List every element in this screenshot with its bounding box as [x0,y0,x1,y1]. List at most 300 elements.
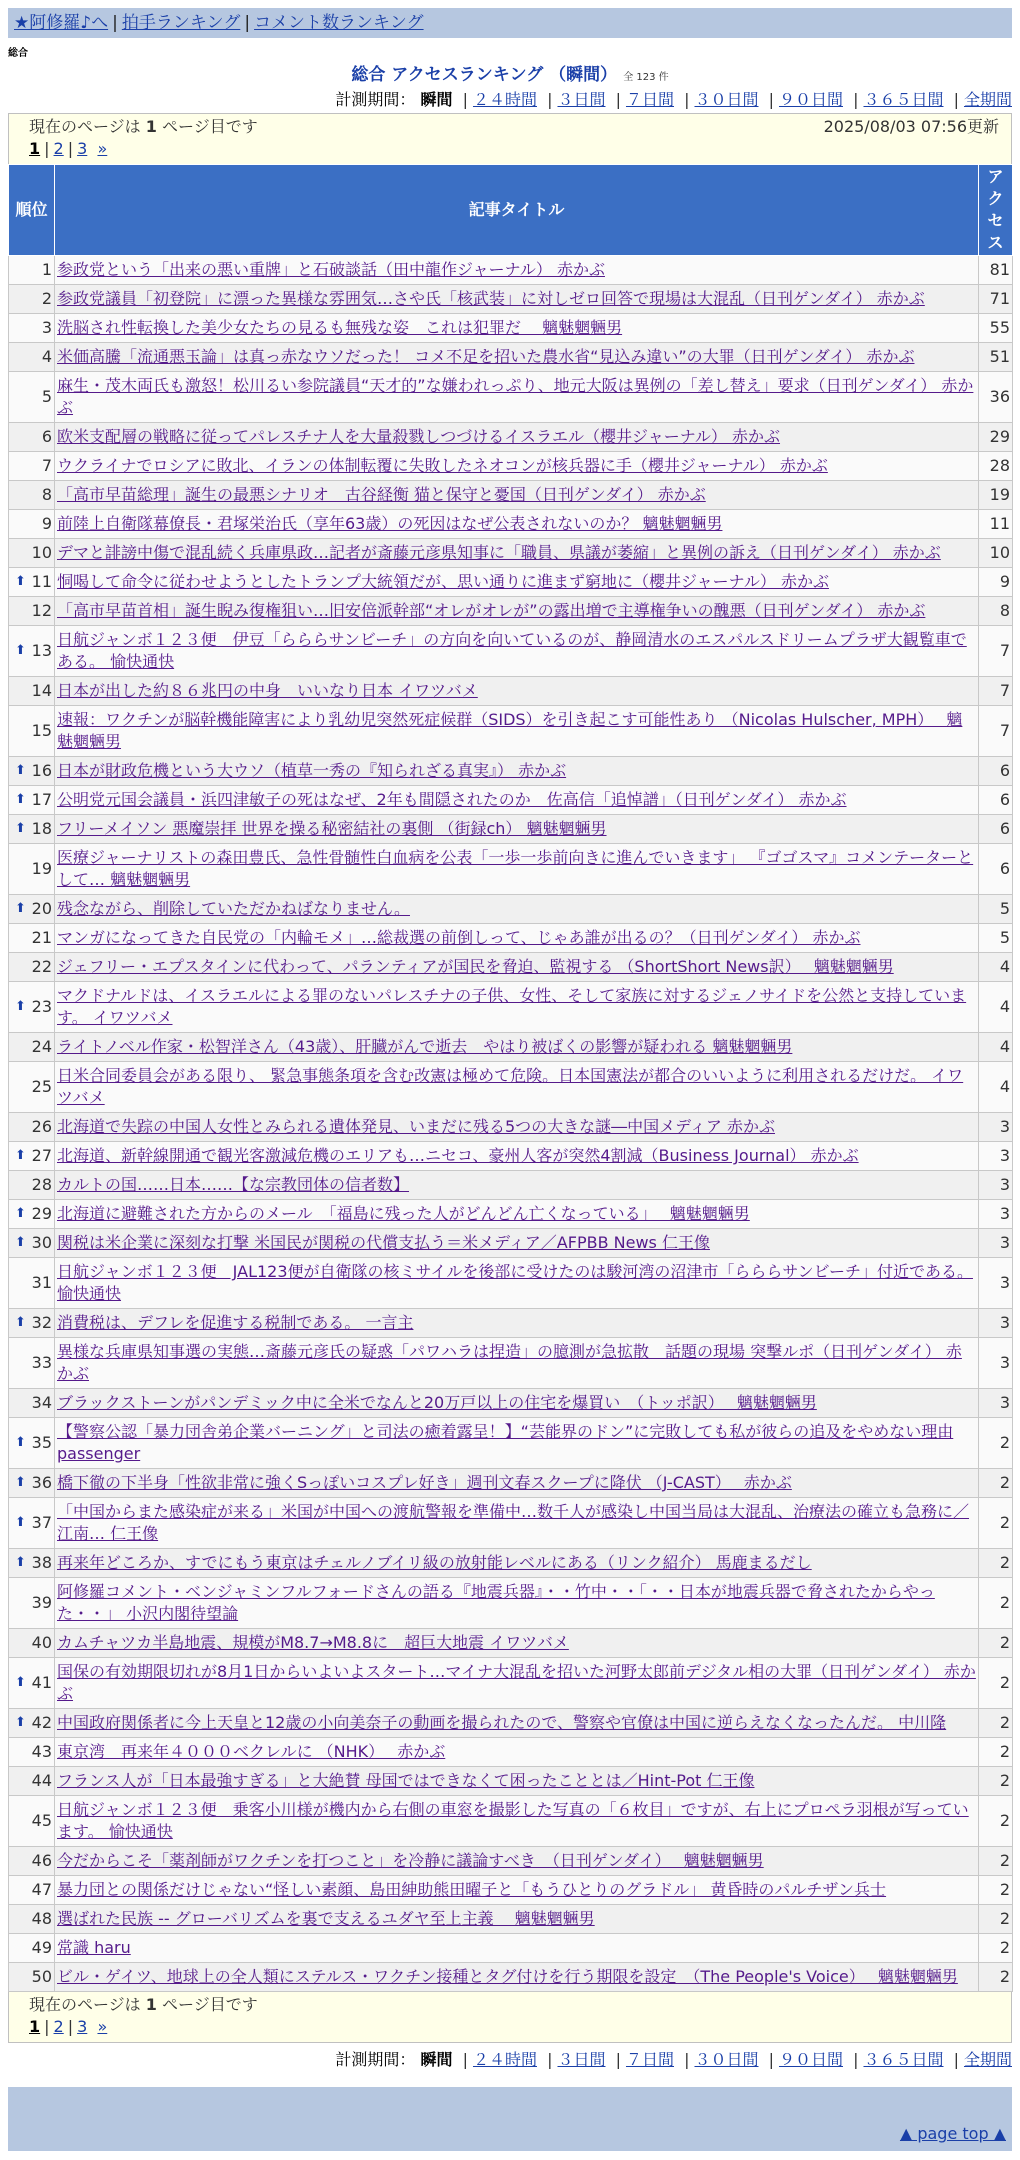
article-link[interactable]: 常識 haru [57,1938,131,1957]
top-nav-bar: ★阿修羅♪へ | 拍手ランキング | コメント数ランキング [8,8,1012,38]
table-row [9,1200,1013,1229]
rank-number: 50 [31,1967,52,1986]
period-7d-link-bottom[interactable]: ７日間 [625,2050,674,2069]
rank-number: 15 [31,721,52,740]
article-link[interactable]: フランス人が「日本最強すぎる」と大絶賛 母国ではできなくて困ったこととは／Hint-Pot 仁王像 [57,1771,755,1790]
ranking-rows [9,256,1013,1992]
rank-number: 47 [31,1880,52,1899]
access-count: 2 [979,1934,1013,1963]
access-count: 7 [979,677,1013,706]
rank-up-arrow-icon: ⬆ [15,643,26,658]
rank-up-arrow-icon: ⬆ [15,1235,26,1250]
article-link[interactable]: 日航ジャンボ１２３便 JAL123便が自衛隊の核ミサイルを後部に受けたのは駿河湾の沼津市「らららサンビーチ」付近である。 愉快通快 [57,1262,973,1303]
rank-cell [9,1171,55,1200]
title-cell [55,256,979,285]
article-link[interactable]: 麻生・茂木両氏も激怒！松川るい参院議員“天才的”な嫌われっぷり、地元大阪は異例の「差し替え」要求（日刊ゲンダイ） 赤かぶ [57,376,974,417]
title-cell [55,1629,979,1658]
access-count: 2 [979,1498,1013,1549]
rank-number: 23 [31,997,52,1016]
article-link[interactable]: カルトの国……日本……【な宗教団体の信者数】 [57,1175,410,1194]
table-row [9,1469,1013,1498]
rank-cell [9,314,55,343]
period-label: 計測期間： [335,90,416,109]
article-link[interactable]: 国保の有効期限切れが8月1日からいよいよスタート…マイナ大混乱を招いた河野太郎前デジタル相の大罪（日刊ゲンダイ） 赤かぶ [57,1662,976,1703]
rank-up-arrow-icon: ⬆ [15,1315,26,1330]
rank-number: 20 [31,899,52,918]
total-count: 全 123 件 [623,72,669,83]
title-cell [55,1658,979,1709]
article-link[interactable]: ブラックストーンがパンデミック中に全米でなんと20万戸以上の住宅を爆買い （トッポ訳） 魑魅魍魎男 [57,1393,817,1412]
title-cell [55,285,979,314]
title-cell [55,844,979,895]
article-link[interactable]: マンガになってきた自民党の「内輪モメ」…総裁選の前倒しって、じゃあ誰が出るの？（日刊ゲンダイ） 赤かぶ [57,928,861,947]
updated-timestamp: 2025/08/03 07:56更新 [823,117,999,136]
access-count: 2 [979,1876,1013,1905]
rank-number: 21 [31,928,52,947]
title-cell [55,1905,979,1934]
article-link[interactable]: 中国政府関係者に今上天皇と12歳の小向美奈子の動画を撮られたので、警察や官僚は中国に逆らえなくなったんだ。 中川隆 [57,1713,947,1732]
rank-cell [9,481,55,510]
rank-number: 36 [31,1473,52,1492]
period-current: 瞬間 [420,90,453,109]
access-count: 4 [979,953,1013,982]
rank-number: 25 [31,1077,52,1096]
table-row [9,1389,1013,1418]
rank-up-arrow-icon: ⬆ [15,821,26,836]
rank-cell [9,1934,55,1963]
period-90d-link-bottom[interactable]: ９０日間 [778,2050,843,2069]
article-link[interactable]: 選ばれた民族 -- グローバリズムを裏で支えるユダヤ至上主義 魑魅魍魎男 [57,1909,595,1928]
rank-number: 18 [31,819,52,838]
table-row [9,1338,1013,1389]
rank-cell [9,452,55,481]
table-row [9,815,1013,844]
applause-ranking-link[interactable]: 拍手ランキング [121,13,241,33]
article-link[interactable]: デマと誹謗中傷で混乱続く兵庫県政…記者が斎藤元彦県知事に「職員、県議が萎縮」と異例の訴え（日刊ゲンダイ） 赤かぶ [57,543,941,562]
comment-ranking-link[interactable]: コメント数ランキング [254,13,424,33]
rank-number: 39 [31,1593,52,1612]
table-row [9,1629,1013,1658]
article-link[interactable]: ジェフリー・エプスタインに代わって、パランティアが国民を脅迫、監視する （ShortShort News訳） 魑魅魍魎男 [57,957,894,976]
rank-cell [9,1389,55,1418]
article-link[interactable]: 速報：ワクチンが脳幹機能障害により乳幼児突然死症候群（SIDS）を引き起こす可能性あり （Nicolas Hulscher, MPH） 魑魅魍魎男 [57,710,963,751]
rank-cell [9,1549,55,1578]
rank-cell [9,1905,55,1934]
rank-cell [9,1338,55,1389]
rank-cell [9,953,55,982]
table-row [9,1767,1013,1796]
title-cell [55,757,979,786]
table-row [9,1171,1013,1200]
rank-cell [9,1469,55,1498]
rank-cell [9,1578,55,1629]
title-cell [55,1229,979,1258]
rank-cell [9,1062,55,1113]
period-24h-link-bottom[interactable]: ２４時間 [472,2050,537,2069]
title-cell [55,626,979,677]
rank-cell [9,677,55,706]
title-cell [55,815,979,844]
table-row [9,1905,1013,1934]
rank-cell [9,1629,55,1658]
article-link[interactable]: 日米合同委員会がある限り、 緊急事態条項を含む改憲は極めて危険。日本国憲法が都合のいいように利用されるだけだ。 イワツバメ [57,1066,964,1107]
table-row [9,1934,1013,1963]
rank-number: 49 [31,1938,52,1957]
rank-number: 30 [31,1233,52,1252]
access-count: 2 [979,1847,1013,1876]
table-row [9,1498,1013,1549]
access-count: 2 [979,1738,1013,1767]
rank-cell [9,786,55,815]
page-title-text: 総合 アクセスランキング （瞬間） [351,65,618,85]
access-count: 4 [979,982,1013,1033]
table-row [9,481,1013,510]
article-link[interactable]: ウクライナでロシアに敗北、イランの体制転覆に失敗したネオコンが核兵器に手（櫻井ジャーナル） 赤かぶ [57,456,828,475]
access-count: 6 [979,757,1013,786]
rank-cell [9,1709,55,1738]
access-count: 71 [979,285,1013,314]
title-cell [55,1578,979,1629]
access-count: 6 [979,815,1013,844]
table-row [9,924,1013,953]
article-link[interactable]: 欧米支配層の戦略に従ってパレスチナ人を大量殺戮しつづけるイスラエル（櫻井ジャーナル） 赤かぶ [57,427,781,446]
period-7d-link[interactable]: ７日間 [625,90,674,109]
access-count: 2 [979,1658,1013,1709]
title-cell [55,597,979,626]
ranking-table [8,164,1013,1992]
article-link[interactable]: 関税は米企業に深刻な打撃 米国民が関税の代償支払う＝米メディア／AFPBB News 仁王像 [57,1233,710,1252]
access-count: 3 [979,1229,1013,1258]
title-cell [55,1963,979,1992]
rank-cell [9,626,55,677]
access-count: 3 [979,1142,1013,1171]
period-label-bottom: 計測期間： [335,2050,416,2069]
table-row [9,626,1013,677]
table-row [9,597,1013,626]
rank-cell [9,1658,55,1709]
article-link[interactable]: 前陸上自衛隊幕僚長・君塚栄治氏（享年63歳）の死因はなぜ公表されないのか？ 魑魅魍魎男 [57,514,723,533]
access-count: 9 [979,568,1013,597]
table-row [9,1142,1013,1171]
access-count: 2 [979,1629,1013,1658]
table-row [9,1578,1013,1629]
rank-number: 28 [31,1175,52,1194]
rank-cell [9,1309,55,1338]
rank-cell [9,1847,55,1876]
article-link[interactable]: 橋下徹の下半身「性欲非常に強くSっぽいコスプレ好き」週刊文春スクープに降伏 （J-CAST） 赤かぶ [57,1473,792,1492]
rank-up-arrow-icon: ⬆ [15,999,26,1014]
rank-cell [9,1767,55,1796]
access-count: 51 [979,343,1013,372]
rank-number: 34 [31,1393,52,1412]
rank-number: 11 [31,572,52,591]
rank-up-arrow-icon: ⬆ [15,1148,26,1163]
article-link[interactable]: 「高市早苗総理」誕生の最悪シナリオ 古谷経衡 猫と保守と憂国（日刊ゲンダイ） 赤かぶ [57,485,706,504]
title-cell [55,895,979,924]
rank-number: 22 [31,957,52,976]
rank-up-arrow-icon: ⬆ [15,1435,26,1450]
article-link[interactable]: マクドナルドは、イスラエルによる罪のないパレスチナの子供、女性、そして家族に対するジェノサイドを公然と支持しています。 イワツバメ [57,986,967,1027]
access-count: 3 [979,1200,1013,1229]
table-row [9,677,1013,706]
title-cell [55,568,979,597]
access-count: 3 [979,1171,1013,1200]
access-count: 29 [979,423,1013,452]
rank-number: 16 [31,761,52,780]
rank-number: 31 [31,1273,52,1292]
table-row [9,372,1013,423]
article-link[interactable]: 今だからこそ「薬剤師がワクチンを打つこと」を冷静に議論すべき （日刊ゲンダイ） 魑魅魍魎男 [57,1851,764,1870]
rank-cell [9,1498,55,1549]
rank-header: 順位 [9,165,55,256]
rank-number: 44 [31,1771,52,1790]
rank-up-arrow-icon: ⬆ [15,1675,26,1690]
pager-top: 現在のページは 1 ページ目です 2025/08/03 07:56更新 1 | 2 | 3 » [8,113,1012,164]
period-selector-top: 計測期間： 瞬間 | ２４時間 | ３日間 | ７日間 | ３０日間 | ９０日間 | ３６５日間 | 全期間 [335,90,1012,109]
article-link[interactable]: 日航ジャンボ１２３便 乗客小川様が機内から右側の車窓を撮影した写真の「６枚目」ですが、右上にプロペラ羽根が写っています。 愉快通快 [57,1800,969,1841]
access-count: 2 [979,1767,1013,1796]
table-row [9,757,1013,786]
article-link[interactable]: 残念ながら、削除していただかねばなりません。 [57,899,410,918]
rank-number: 33 [31,1353,52,1372]
title-cell [55,1142,979,1171]
access-count: 2 [979,1709,1013,1738]
rank-cell [9,1796,55,1847]
article-link[interactable]: 米価高騰「流通悪玉論」は真っ赤なウソだった！ コメ不足を招いた農水省“見込み違い”の大罪（日刊ゲンダイ） 赤かぶ [57,347,915,366]
title-cell [55,1847,979,1876]
page-top-bar [8,2117,1012,2151]
rank-cell [9,1963,55,1992]
access-count: 81 [979,256,1013,285]
rank-number: 48 [31,1909,52,1928]
article-link[interactable]: 消費税は、デフレを促進する税制である。 一言主 [57,1313,414,1332]
table-row [9,256,1013,285]
access-count: 55 [979,314,1013,343]
article-link[interactable]: 異様な兵庫県知事選の実態…斎藤元彦氏の疑惑「パワハラは捏造」の臆測が急拡散 話題の現場 突撃ルポ（日刊ゲンダイ） 赤かぶ [57,1342,962,1383]
table-row [9,1549,1013,1578]
article-link[interactable]: 北海道、新幹線開通で観光客激減危機のエリアも…ニセコ、豪州人客が突然4割減（Business Journal） 赤かぶ [57,1146,859,1165]
rank-number: 27 [31,1146,52,1165]
table-row [9,895,1013,924]
period-90d-link[interactable]: ９０日間 [778,90,843,109]
page-3-link[interactable]: 3 [77,139,88,158]
page-top-link[interactable]: ▲ page top ▲ [899,2124,1006,2143]
page-1-current: 1 [29,139,41,158]
title-cell [55,372,979,423]
home-link[interactable]: ★阿修羅♪へ [14,13,109,33]
access-header: アクセス [979,165,1013,256]
rank-cell [9,844,55,895]
title-cell [55,1418,979,1469]
article-link[interactable]: 日本が出した約８６兆円の中身 いいなり日本 イワツバメ [57,681,478,700]
rank-cell [9,510,55,539]
table-row [9,1847,1013,1876]
title-cell [55,706,979,757]
table-row [9,1229,1013,1258]
table-row [9,1033,1013,1062]
article-link[interactable]: 日航ジャンボ１２３便 伊豆「らららサンビーチ」の方向を向いているのが、静岡清水のエスパルスドリームプラザ大観覧車である。 愉快通快 [57,630,967,671]
article-link[interactable]: 暴力団との関係だけじゃない“怪しい素顔、島田紳助熊田曜子と「もうひとりのグラドル」 黄昏時のパルチザン兵士 [57,1880,887,1899]
table-row [9,568,1013,597]
rank-number: 12 [31,601,52,620]
section-label: 総合 [8,48,28,59]
table-row [9,1658,1013,1709]
rank-up-arrow-icon: ⬆ [15,763,26,778]
period-30d-link[interactable]: ３０日間 [694,90,759,109]
article-link[interactable]: 「中国からまた感染症が来る」米国が中国への渡航警報を準備中…数千人が感染し中国当局は大混乱、治療法の確立も急務に／江南… 仁王像 [57,1502,970,1543]
rank-cell [9,1738,55,1767]
period-24h-link[interactable]: ２４時間 [472,90,537,109]
rank-cell [9,1142,55,1171]
rank-cell [9,1200,55,1229]
article-link[interactable]: 参政党議員「初登院」に漂った異様な雰囲気…さや氏「核武装」に対しゼロ回答で現場は大混乱（日刊ゲンダイ） 赤かぶ [57,289,925,308]
period-all-link[interactable]: 全期間 [963,90,1012,109]
access-count: 2 [979,1418,1013,1469]
rank-number: 4 [41,347,52,366]
rank-number: 24 [31,1037,52,1056]
title-cell [55,1709,979,1738]
article-link[interactable]: 北海道に避難された方からのメール 「福島に残った人がどんどん亡くなっている」 魑魅魍魎男 [57,1204,750,1223]
rank-cell [9,539,55,568]
article-link[interactable]: ビル・ゲイツ、地球上の全人類にステルス・ワクチン接種とタグ付けを行う期限を設定 （The People's Voice） 魑魅魍魎男 [57,1967,958,1986]
table-row [9,1876,1013,1905]
title-cell [55,1258,979,1309]
page-title [0,64,1020,89]
table-row [9,1738,1013,1767]
rank-number: 3 [41,318,52,337]
period-3d-link-bottom[interactable]: ３日間 [557,2050,606,2069]
access-count: 2 [979,1469,1013,1498]
period-3d-link[interactable]: ３日間 [557,90,606,109]
article-link[interactable]: 日本が財政危機という大ウソ（植草一秀の『知られざる真実』） 赤かぶ [57,761,567,780]
article-link[interactable]: 北海道で失踪の中国人女性とみられる遺体発見、いまだに残る5つの大きな謎―中国メディア 赤かぶ [57,1117,775,1136]
access-count: 5 [979,895,1013,924]
rank-number: 19 [31,859,52,878]
next-page-link[interactable]: » [97,139,108,158]
access-count: 2 [979,1905,1013,1934]
table-row [9,285,1013,314]
title-cell [55,1498,979,1549]
rank-number: 41 [31,1673,52,1692]
rank-up-arrow-icon: ⬆ [15,1555,26,1570]
access-count: 19 [979,481,1013,510]
title-cell [55,982,979,1033]
next-page-link-bottom[interactable]: » [97,2017,108,2036]
period-365d-link[interactable]: ３６５日間 [863,90,944,109]
table-row [9,539,1013,568]
table-row [9,423,1013,452]
rank-number: 9 [41,514,52,533]
access-count: 36 [979,372,1013,423]
article-link[interactable]: 阿修羅コメント・ベンジャミンフルフォードさんの語る『地震兵器』・・竹中・・「・・日本が地震兵器で脅されたからやった・・」 小沢内閣待望論 [57,1582,935,1623]
article-link[interactable]: 再来年どころか、すでにもう東京はチェルノブイリ級の放射能レベルにある（リンク紹介） 馬鹿まるだし [57,1553,812,1572]
access-count: 3 [979,1338,1013,1389]
rank-number: 32 [31,1313,52,1332]
rank-number: 37 [31,1513,52,1532]
rank-up-arrow-icon: ⬆ [15,1515,26,1530]
period-30d-link-bottom[interactable]: ３０日間 [694,2050,759,2069]
period-all-link-bottom[interactable]: 全期間 [963,2050,1012,2069]
rank-number: 10 [31,543,52,562]
article-link[interactable]: 「高市早苗首相」誕生睨み復権狙い…旧安倍派幹部“オレがオレが”の露出増で主導権争いの醜悪（日刊ゲンダイ） 赤かぶ [57,601,926,620]
title-cell [55,343,979,372]
rank-cell [9,895,55,924]
access-count: 2 [979,1963,1013,1992]
table-row [9,1309,1013,1338]
title-cell [55,924,979,953]
title-cell [55,786,979,815]
page-2-link[interactable]: 2 [53,139,64,158]
page-3-link-bottom[interactable]: 3 [77,2017,88,2036]
table-row [9,1258,1013,1309]
access-count: 3 [979,1258,1013,1309]
table-row [9,343,1013,372]
rank-cell [9,924,55,953]
access-count: 5 [979,924,1013,953]
rank-cell [9,1113,55,1142]
article-link[interactable]: フリーメイソン 悪魔崇拝 世界を操る秘密結社の裏側 （街録ch） 魑魅魍魎男 [57,819,607,838]
access-count: 4 [979,1062,1013,1113]
rank-up-arrow-icon: ⬆ [15,901,26,916]
title-cell [55,423,979,452]
table-row [9,706,1013,757]
period-365d-link-bottom[interactable]: ３６５日間 [863,2050,944,2069]
table-row [9,452,1013,481]
title-cell [55,481,979,510]
title-cell [55,1062,979,1113]
article-link[interactable]: 公明党元国会議員・浜四津敏子の死はなぜ、2年も間隠されたのか 佐高信「追悼譜」（日刊ゲンダイ） 赤かぶ [57,790,847,809]
period-selector-bottom: 計測期間： 瞬間 | ２４時間 | ３日間 | ７日間 | ３０日間 | ９０日間 | ３６５日間 | 全期間 [335,2050,1012,2069]
title-cell [55,1389,979,1418]
rank-cell [9,757,55,786]
rank-cell [9,343,55,372]
access-count: 3 [979,1113,1013,1142]
access-count: 3 [979,1309,1013,1338]
article-link[interactable]: 参政党という「出来の悪い重牌」と石破談話（田中龍作ジャーナル） 赤かぶ [57,260,605,279]
article-link[interactable]: ライトノベル作家・松智洋さん（43歳）、肝臓がんで逝去 やはり被ばくの影響が疑われる 魑魅魍魎男 [57,1037,793,1056]
rank-cell [9,423,55,452]
table-row [9,1113,1013,1142]
page-2-link-bottom[interactable]: 2 [53,2017,64,2036]
table-row [9,1796,1013,1847]
table-row [9,1062,1013,1113]
title-cell [55,1309,979,1338]
article-link[interactable]: 東京湾 再来年４０００ベクレルに （NHK） 赤かぶ [57,1742,446,1761]
title-cell [55,1338,979,1389]
table-row [9,1963,1013,1992]
article-link[interactable]: 恫喝して命令に従わせようとしたトランプ大統領だが、思い通りに進まず窮地に（櫻井ジャーナル） 赤かぶ [57,572,829,591]
pager-bottom: 現在のページは 1 ページ目です 1 | 2 | 3 » [8,1992,1012,2043]
access-count: 2 [979,1549,1013,1578]
rank-cell [9,256,55,285]
rank-up-arrow-icon: ⬆ [15,792,26,807]
access-count: 2 [979,1578,1013,1629]
article-link[interactable]: 医療ジャーナリストの森田豊氏、急性骨髄性白血病を公表「一歩一歩前向きに進んでいきます」 『ゴゴスマ』コメンテーターとして… 魑魅魍魎男 [57,848,974,889]
title-cell [55,510,979,539]
access-count: 28 [979,452,1013,481]
article-link[interactable]: 洗脳され性転換した美少女たちの見るも無残な姿 これは犯罪だ 魑魅魍魎男 [57,318,623,337]
rank-cell [9,1258,55,1309]
rank-cell [9,1229,55,1258]
title-cell [55,539,979,568]
rank-number: 7 [41,456,52,475]
access-count: 8 [979,597,1013,626]
access-count: 3 [979,1389,1013,1418]
title-cell [55,1469,979,1498]
article-link[interactable]: 【警察公認「暴力団舎弟企業バーニング」と司法の癒着露呈！】“芸能界のドン”に完敗しても私が彼らの追及をやめない理由 passenger [57,1422,954,1463]
article-link[interactable]: カムチャツカ半島地震、規模がM8.7→M8.8に 超巨大地震 イワツバメ [57,1633,569,1652]
rank-number: 13 [31,641,52,660]
